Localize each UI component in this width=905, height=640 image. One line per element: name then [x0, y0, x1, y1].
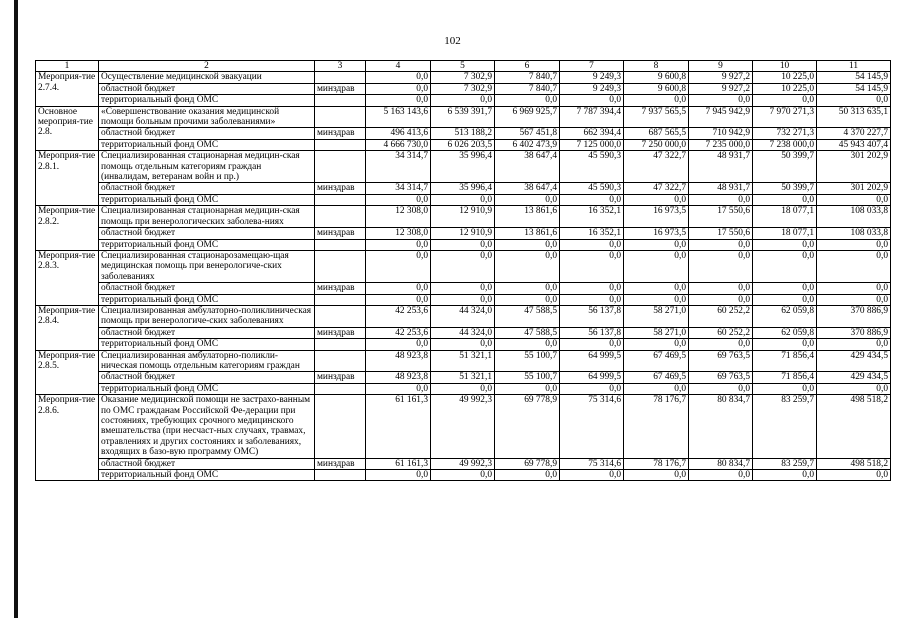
value-cell: 16 352,1 — [560, 228, 624, 239]
value-cell: 0,0 — [624, 95, 689, 106]
value-cell: 54 145,9 — [817, 83, 891, 94]
value-cell: 0,0 — [624, 339, 689, 350]
executor-cell — [315, 339, 366, 350]
value-cell: 710 942,9 — [689, 128, 753, 139]
value-cell: 42 253,6 — [366, 305, 431, 327]
value-cell: 513 188,2 — [431, 128, 495, 139]
executor-cell — [315, 239, 366, 250]
activity-id-cell: Мероприя-тие 2.8.4. — [36, 305, 99, 350]
value-cell: 69 763,5 — [689, 350, 753, 372]
value-cell: 0,0 — [624, 283, 689, 294]
value-cell: 12 910,9 — [431, 228, 495, 239]
value-cell: 49 992,3 — [431, 395, 495, 458]
activity-id-cell: Мероприя-тие 2.7.4. — [36, 72, 99, 106]
activity-id-cell: Основное мероприя-тие 2.8. — [36, 106, 99, 151]
page-number: 102 — [444, 35, 461, 47]
value-cell: 58 271,0 — [624, 327, 689, 338]
header-cell: 2 — [99, 61, 315, 72]
value-cell: 35 996,4 — [431, 183, 495, 194]
table-row — [36, 72, 891, 83]
table-row — [36, 239, 891, 250]
value-cell: 7 302,9 — [431, 72, 495, 83]
activity-id-cell: Мероприя-тие 2.8.1. — [36, 151, 99, 206]
value-cell: 0,0 — [560, 95, 624, 106]
value-cell: 18 077,1 — [753, 228, 817, 239]
value-cell: 7 937 565,5 — [624, 106, 689, 128]
value-cell: 55 100,7 — [495, 372, 560, 383]
value-cell: 7 945 942,9 — [689, 106, 753, 128]
activity-id-cell: Мероприя-тие 2.8.2. — [36, 206, 99, 251]
executor-cell — [315, 305, 366, 327]
value-cell: 7 970 271,3 — [753, 106, 817, 128]
value-cell: 47 588,5 — [495, 305, 560, 327]
value-cell: 370 886,9 — [817, 327, 891, 338]
value-cell: 0,0 — [431, 250, 495, 282]
value-cell: 496 413,6 — [366, 128, 431, 139]
value-cell: 0,0 — [431, 194, 495, 205]
description-cell: Специализированная стационарная медицин-ская помощь отдельным категориям граждан (инвалидам, ветеранам войн и пр.) — [99, 151, 315, 183]
value-cell: 55 100,7 — [495, 350, 560, 372]
value-cell: 75 314,6 — [560, 395, 624, 458]
description-cell: Специализированная амбулаторно-поликлиническая помощь при венерологиче-ских заболеваниях — [99, 305, 315, 327]
value-cell: 64 999,5 — [560, 350, 624, 372]
value-cell: 45 590,3 — [560, 183, 624, 194]
description-cell: территориальный фонд ОМС — [99, 294, 315, 305]
description-cell: Специализированная стационарозамещаю-щая медицинская помощь при венерологиче-ских заболеваниях — [99, 250, 315, 282]
value-cell: 0,0 — [817, 239, 891, 250]
value-cell: 0,0 — [366, 83, 431, 94]
value-cell: 62 059,8 — [753, 327, 817, 338]
value-cell: 62 059,8 — [753, 305, 817, 327]
value-cell: 0,0 — [431, 283, 495, 294]
value-cell: 370 886,9 — [817, 305, 891, 327]
description-cell: «Совершенствование оказания медицинской помощи больным прочими заболеваниями» — [99, 106, 315, 128]
value-cell: 6 969 925,7 — [495, 106, 560, 128]
value-cell: 71 856,4 — [753, 372, 817, 383]
executor-cell: минздрав — [315, 372, 366, 383]
value-cell: 48 923,8 — [366, 372, 431, 383]
executor-cell — [315, 95, 366, 106]
value-cell: 56 137,8 — [560, 327, 624, 338]
value-cell: 61 161,3 — [366, 458, 431, 469]
value-cell: 50 313 635,1 — [817, 106, 891, 128]
value-cell: 7 250 000,0 — [624, 139, 689, 150]
value-cell: 44 324,0 — [431, 327, 495, 338]
value-cell: 0,0 — [366, 72, 431, 83]
description-cell: Специализированная стационарная медицин-ская помощь при венерологических заболева-ниях — [99, 206, 315, 228]
value-cell: 108 033,8 — [817, 228, 891, 239]
description-cell: областной бюджет — [99, 228, 315, 239]
header-cell: 10 — [753, 61, 817, 72]
value-cell: 51 321,1 — [431, 350, 495, 372]
table-row — [36, 151, 891, 183]
value-cell: 38 647,4 — [495, 183, 560, 194]
activity-id-cell: Мероприя-тие 2.8.5. — [36, 350, 99, 395]
value-cell: 0,0 — [689, 194, 753, 205]
value-cell: 9 600,8 — [624, 83, 689, 94]
value-cell: 7 840,7 — [495, 72, 560, 83]
value-cell: 16 352,1 — [560, 206, 624, 228]
value-cell: 687 565,5 — [624, 128, 689, 139]
value-cell: 13 861,6 — [495, 206, 560, 228]
table-row — [36, 95, 891, 106]
value-cell: 0,0 — [753, 470, 817, 481]
value-cell: 0,0 — [817, 339, 891, 350]
value-cell: 0,0 — [431, 339, 495, 350]
value-cell: 0,0 — [495, 383, 560, 394]
description-cell: Специализированная амбулаторно-поликли-ническая помощь отдельным категориям граждан — [99, 350, 315, 372]
executor-cell — [315, 206, 366, 228]
value-cell: 47 322,7 — [624, 151, 689, 183]
header-cell: 1 — [36, 61, 99, 72]
value-cell: 108 033,8 — [817, 206, 891, 228]
value-cell: 0,0 — [495, 194, 560, 205]
header-cell: 5 — [431, 61, 495, 72]
value-cell: 0,0 — [689, 339, 753, 350]
executor-cell — [315, 139, 366, 150]
value-cell: 60 252,2 — [689, 305, 753, 327]
executor-cell — [315, 72, 366, 83]
description-cell: Осуществление медицинской эвакуации — [99, 72, 315, 83]
value-cell: 69 763,5 — [689, 372, 753, 383]
header-cell: 9 — [689, 61, 753, 72]
value-cell: 7 238 000,0 — [753, 139, 817, 150]
value-cell: 429 434,5 — [817, 372, 891, 383]
value-cell: 0,0 — [366, 383, 431, 394]
value-cell: 48 931,7 — [689, 151, 753, 183]
value-cell: 4 666 730,0 — [366, 139, 431, 150]
value-cell: 16 973,5 — [624, 228, 689, 239]
value-cell: 0,0 — [560, 283, 624, 294]
value-cell: 80 834,7 — [689, 458, 753, 469]
value-cell: 0,0 — [753, 383, 817, 394]
value-cell: 49 992,3 — [431, 458, 495, 469]
value-cell: 50 399,7 — [753, 183, 817, 194]
value-cell: 9 927,2 — [689, 83, 753, 94]
description-cell: территориальный фонд ОМС — [99, 383, 315, 394]
description-cell: областной бюджет — [99, 128, 315, 139]
value-cell: 47 322,7 — [624, 183, 689, 194]
value-cell: 0,0 — [624, 194, 689, 205]
value-cell: 0,0 — [817, 95, 891, 106]
value-cell: 0,0 — [689, 250, 753, 282]
value-cell: 0,0 — [431, 294, 495, 305]
value-cell: 498 518,2 — [817, 395, 891, 458]
value-cell: 12 308,0 — [366, 228, 431, 239]
value-cell: 38 647,4 — [495, 151, 560, 183]
value-cell: 83 259,7 — [753, 458, 817, 469]
value-cell: 0,0 — [495, 95, 560, 106]
table-row — [36, 383, 891, 394]
table-row — [36, 458, 891, 469]
budget-table — [35, 60, 891, 481]
table-row — [36, 294, 891, 305]
value-cell: 6 402 473,9 — [495, 139, 560, 150]
header-cell: 11 — [817, 61, 891, 72]
value-cell: 0,0 — [689, 294, 753, 305]
value-cell: 0,0 — [624, 294, 689, 305]
value-cell: 17 550,6 — [689, 206, 753, 228]
value-cell: 34 314,7 — [366, 151, 431, 183]
value-cell: 0,0 — [624, 470, 689, 481]
value-cell: 34 314,7 — [366, 183, 431, 194]
value-cell: 0,0 — [624, 383, 689, 394]
value-cell: 80 834,7 — [689, 395, 753, 458]
value-cell: 51 321,1 — [431, 372, 495, 383]
description-cell: территориальный фонд ОМС — [99, 139, 315, 150]
table-row — [36, 350, 891, 372]
value-cell: 429 434,5 — [817, 350, 891, 372]
executor-cell: минздрав — [315, 83, 366, 94]
executor-cell: минздрав — [315, 228, 366, 239]
header-cell: 7 — [560, 61, 624, 72]
value-cell: 0,0 — [366, 470, 431, 481]
description-cell: областной бюджет — [99, 183, 315, 194]
value-cell: 301 202,9 — [817, 151, 891, 183]
executor-cell — [315, 470, 366, 481]
executor-cell: минздрав — [315, 458, 366, 469]
table-row — [36, 395, 891, 458]
value-cell: 301 202,9 — [817, 183, 891, 194]
value-cell: 9 249,3 — [560, 83, 624, 94]
value-cell: 0,0 — [495, 250, 560, 282]
value-cell: 0,0 — [753, 239, 817, 250]
value-cell: 0,0 — [560, 294, 624, 305]
value-cell: 0,0 — [366, 294, 431, 305]
value-cell: 0,0 — [366, 250, 431, 282]
description-cell: территориальный фонд ОМС — [99, 239, 315, 250]
table-row — [36, 128, 891, 139]
value-cell: 0,0 — [753, 194, 817, 205]
activity-id-cell: Мероприя-тие 2.8.3. — [36, 250, 99, 305]
description-cell: территориальный фонд ОМС — [99, 470, 315, 481]
value-cell: 7 840,7 — [495, 83, 560, 94]
description-cell: территориальный фонд ОМС — [99, 95, 315, 106]
value-cell: 12 308,0 — [366, 206, 431, 228]
value-cell: 567 451,8 — [495, 128, 560, 139]
value-cell: 7 787 394,4 — [560, 106, 624, 128]
value-cell: 0,0 — [817, 283, 891, 294]
value-cell: 50 399,7 — [753, 151, 817, 183]
executor-cell — [315, 350, 366, 372]
value-cell: 0,0 — [624, 239, 689, 250]
value-cell: 0,0 — [817, 250, 891, 282]
value-cell: 78 176,7 — [624, 458, 689, 469]
header-cell: 4 — [366, 61, 431, 72]
value-cell: 0,0 — [366, 239, 431, 250]
value-cell: 60 252,2 — [689, 327, 753, 338]
executor-cell — [315, 383, 366, 394]
executor-cell — [315, 250, 366, 282]
activity-id-cell: Мероприя-тие 2.8.6. — [36, 395, 99, 481]
description-cell: областной бюджет — [99, 372, 315, 383]
value-cell: 18 077,1 — [753, 206, 817, 228]
description-cell: областной бюджет — [99, 327, 315, 338]
value-cell: 9 927,2 — [689, 72, 753, 83]
value-cell: 10 225,0 — [753, 72, 817, 83]
value-cell: 0,0 — [366, 339, 431, 350]
value-cell: 0,0 — [495, 470, 560, 481]
table-row — [36, 470, 891, 481]
value-cell: 48 923,8 — [366, 350, 431, 372]
executor-cell: минздрав — [315, 327, 366, 338]
value-cell: 69 778,9 — [495, 395, 560, 458]
value-cell: 58 271,0 — [624, 305, 689, 327]
value-cell: 67 469,5 — [624, 350, 689, 372]
table-row — [36, 206, 891, 228]
table-row — [36, 83, 891, 94]
value-cell: 0,0 — [431, 95, 495, 106]
value-cell: 45 943 407,4 — [817, 139, 891, 150]
value-cell: 0,0 — [560, 194, 624, 205]
table-row — [36, 106, 891, 128]
value-cell: 4 370 227,7 — [817, 128, 891, 139]
value-cell: 0,0 — [366, 283, 431, 294]
value-cell: 44 324,0 — [431, 305, 495, 327]
description-cell: территориальный фонд ОМС — [99, 194, 315, 205]
executor-cell — [315, 395, 366, 458]
value-cell: 13 861,6 — [495, 228, 560, 239]
table-row — [36, 372, 891, 383]
value-cell: 0,0 — [431, 239, 495, 250]
value-cell: 0,0 — [495, 283, 560, 294]
value-cell: 0,0 — [560, 470, 624, 481]
value-cell: 0,0 — [560, 383, 624, 394]
value-cell: 0,0 — [495, 239, 560, 250]
value-cell: 42 253,6 — [366, 327, 431, 338]
value-cell: 48 931,7 — [689, 183, 753, 194]
value-cell: 12 910,9 — [431, 206, 495, 228]
value-cell: 0,0 — [817, 294, 891, 305]
value-cell: 61 161,3 — [366, 395, 431, 458]
value-cell: 732 271,3 — [753, 128, 817, 139]
header-cell: 6 — [495, 61, 560, 72]
executor-cell — [315, 294, 366, 305]
value-cell: 45 590,3 — [560, 151, 624, 183]
value-cell: 7 125 000,0 — [560, 139, 624, 150]
value-cell: 0,0 — [366, 95, 431, 106]
description-cell: областной бюджет — [99, 458, 315, 469]
value-cell: 0,0 — [560, 239, 624, 250]
value-cell: 10 225,0 — [753, 83, 817, 94]
value-cell: 6 026 203,5 — [431, 139, 495, 150]
value-cell: 64 999,5 — [560, 372, 624, 383]
value-cell: 16 973,5 — [624, 206, 689, 228]
value-cell: 5 163 143,6 — [366, 106, 431, 128]
value-cell: 0,0 — [431, 470, 495, 481]
value-cell: 17 550,6 — [689, 228, 753, 239]
value-cell: 0,0 — [689, 283, 753, 294]
scan-edge-bar — [14, 0, 18, 618]
description-cell: Оказание медицинской помощи не застрахо-ванным по ОМС гражданам Российской Фе-дерации при состояниях, требующих срочного медицинского вмешательства (при несчаст-ных случаях, травмах, отравлениях и других состояниях и заболеваниях, входящих в базо-вую программу ОМС) — [99, 395, 315, 458]
table-header-row — [36, 61, 891, 72]
executor-cell — [315, 151, 366, 183]
value-cell: 0,0 — [753, 283, 817, 294]
value-cell: 0,0 — [495, 294, 560, 305]
value-cell: 0,0 — [689, 470, 753, 481]
table-row — [36, 339, 891, 350]
value-cell: 56 137,8 — [560, 305, 624, 327]
value-cell: 0,0 — [689, 95, 753, 106]
value-cell: 0,0 — [817, 383, 891, 394]
value-cell: 71 856,4 — [753, 350, 817, 372]
table-row — [36, 305, 891, 327]
table-row — [36, 183, 891, 194]
executor-cell: минздрав — [315, 283, 366, 294]
value-cell: 7 302,9 — [431, 83, 495, 94]
executor-cell: минздрав — [315, 183, 366, 194]
value-cell: 0,0 — [817, 194, 891, 205]
value-cell: 0,0 — [753, 339, 817, 350]
table-row — [36, 327, 891, 338]
description-cell: областной бюджет — [99, 283, 315, 294]
table-row — [36, 250, 891, 282]
value-cell: 7 235 000,0 — [689, 139, 753, 150]
value-cell: 83 259,7 — [753, 395, 817, 458]
value-cell: 0,0 — [495, 339, 560, 350]
value-cell: 47 588,5 — [495, 327, 560, 338]
value-cell: 69 778,9 — [495, 458, 560, 469]
value-cell: 35 996,4 — [431, 151, 495, 183]
value-cell: 0,0 — [689, 383, 753, 394]
value-cell: 67 469,5 — [624, 372, 689, 383]
header-cell: 3 — [315, 61, 366, 72]
value-cell: 75 314,6 — [560, 458, 624, 469]
value-cell: 78 176,7 — [624, 395, 689, 458]
value-cell: 9 600,8 — [624, 72, 689, 83]
value-cell: 662 394,4 — [560, 128, 624, 139]
value-cell: 0,0 — [366, 194, 431, 205]
value-cell: 0,0 — [431, 383, 495, 394]
value-cell: 0,0 — [689, 239, 753, 250]
value-cell: 0,0 — [753, 250, 817, 282]
executor-cell — [315, 106, 366, 128]
table-row — [36, 283, 891, 294]
table-row — [36, 228, 891, 239]
value-cell: 0,0 — [624, 250, 689, 282]
executor-cell: минздрав — [315, 128, 366, 139]
value-cell: 9 249,3 — [560, 72, 624, 83]
value-cell: 498 518,2 — [817, 458, 891, 469]
executor-cell — [315, 194, 366, 205]
table-row — [36, 194, 891, 205]
value-cell: 0,0 — [753, 95, 817, 106]
value-cell: 0,0 — [817, 470, 891, 481]
value-cell: 0,0 — [560, 339, 624, 350]
header-cell: 8 — [624, 61, 689, 72]
table-row — [36, 139, 891, 150]
value-cell: 0,0 — [753, 294, 817, 305]
value-cell: 0,0 — [560, 250, 624, 282]
description-cell: территориальный фонд ОМС — [99, 339, 315, 350]
value-cell: 6 539 391,7 — [431, 106, 495, 128]
value-cell: 54 145,9 — [817, 72, 891, 83]
description-cell: областной бюджет — [99, 83, 315, 94]
